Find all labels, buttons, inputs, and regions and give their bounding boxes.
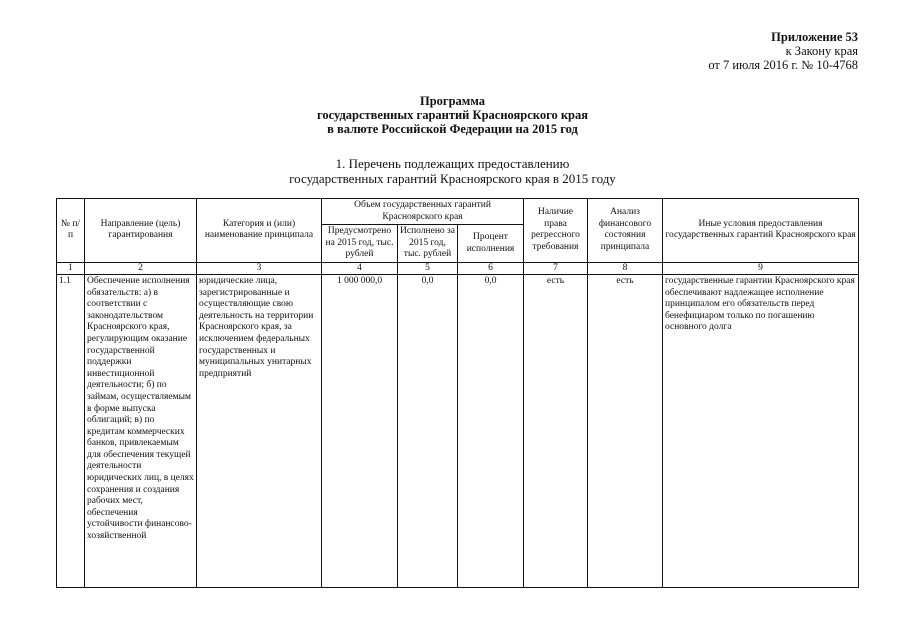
header-row-1 [57, 199, 859, 225]
row-planned: 1 000 000,0 [322, 274, 398, 587]
section-heading-line-2: государственных гарантий Красноярского края в 2015 году [289, 171, 616, 186]
header-volume-group: Объем государственных гарантий Красноярского края [322, 199, 524, 225]
column-number: 5 [398, 262, 458, 274]
appendix-number: Приложение 53 [771, 30, 858, 44]
header-planned: Предусмотрено на 2015 год, тыс. рублей [322, 225, 398, 263]
column-number: 9 [663, 262, 859, 274]
header-direction: Направление (цель) гарантирования [85, 199, 197, 263]
header-category: Категория и (или) наименование принципала [197, 199, 322, 263]
column-number-row [57, 262, 859, 274]
row-category: юридические лица, зарегистрированные и осуществляющие свою деятельность на территории Красноярского края, за исключением федеральных государственных и муниципальных унитарных предприятий [197, 274, 322, 587]
header-analysis: Анализ финансового состояния принципала [588, 199, 663, 263]
title-line-2: государственных гарантий Красноярского края [317, 108, 588, 122]
guarantees-table [56, 198, 859, 588]
column-number: 3 [197, 262, 322, 274]
header-other-conditions: Иные условия предоставления государственных гарантий Красноярского края [663, 199, 859, 263]
column-number: 4 [322, 262, 398, 274]
column-number: 7 [524, 262, 588, 274]
row-percent: 0,0 [458, 274, 524, 587]
appendix-reference [708, 30, 858, 72]
header-num: № п/п [57, 199, 85, 263]
column-number: 8 [588, 262, 663, 274]
row-direction: Обеспечение исполнения обязательств: а) в соответствии с законодательством Красноярского края, регулирующим оказание государственной поддержки инвестиционной деятельности; б) по займам, осуществляемым в форме выпуска облигаций; в) по кредитам коммерческих банков, привлекаемым для обеспечения текущей деятельности юридических лиц, в целях сохранения и создания рабочих мест, обеспечения устойчивости финансово-хозяйственной [85, 274, 197, 587]
row-num: 1.1 [57, 274, 85, 587]
title-line-1: Программа [420, 94, 485, 108]
header-regress: Наличие права регрессного требования [524, 199, 588, 263]
row-executed: 0,0 [398, 274, 458, 587]
header-executed: Исполнено за 2015 год, тыс. рублей [398, 225, 458, 263]
appendix-law: к Закону края [785, 44, 858, 58]
header-percent: Процент исполнения [458, 225, 524, 263]
row-other-conditions: государственные гарантии Красноярского края обеспечивают надлежащее исполнение принципалом его обязательств перед бенефициаром только по погашению основного долга [663, 274, 859, 587]
column-number: 6 [458, 262, 524, 274]
appendix-date: от 7 июля 2016 г. № 10-4768 [708, 58, 858, 72]
document-title [0, 94, 905, 136]
column-number: 2 [85, 262, 197, 274]
section-heading [0, 156, 905, 186]
table-row [57, 274, 859, 587]
row-regress: есть [524, 274, 588, 587]
section-heading-line-1: 1. Перечень подлежащих предоставлению [335, 156, 570, 171]
title-line-3: в валюте Российской Федерации на 2015 год [327, 122, 578, 136]
column-number: 1 [57, 262, 85, 274]
row-analysis: есть [588, 274, 663, 587]
